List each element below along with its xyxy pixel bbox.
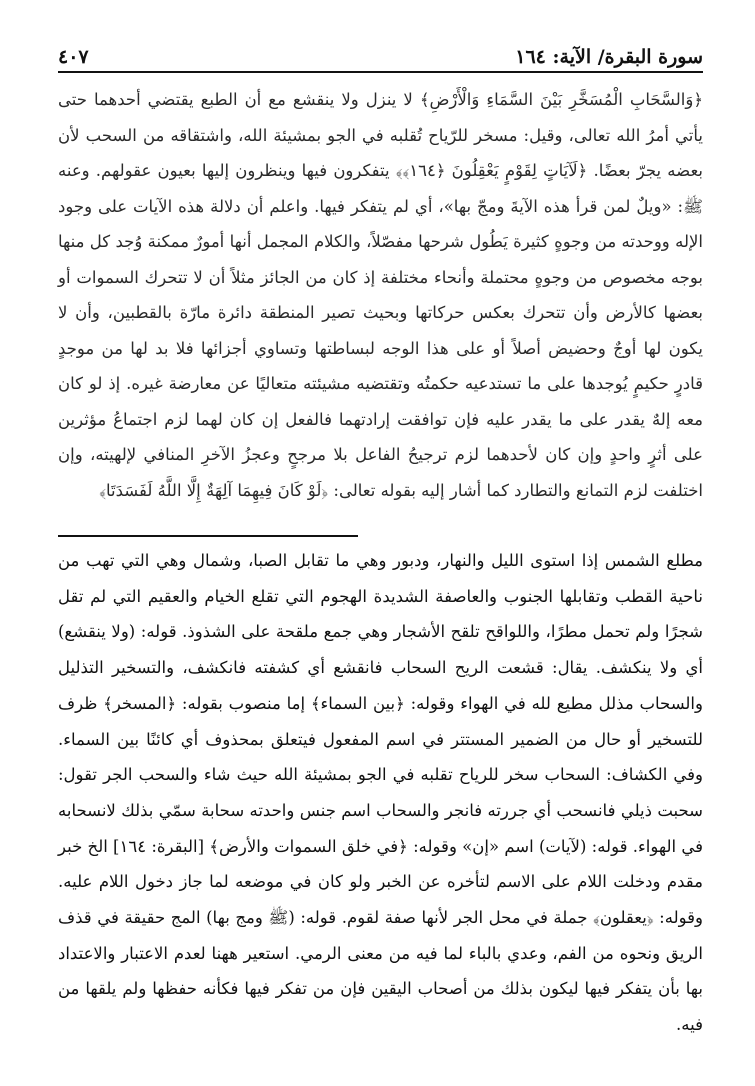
footnotes-block	[58, 543, 703, 1043]
commentary-text: ﴿وَالسَّحَابِ الْمُسَخَّرِ بَيْنَ السَّمَاءِ وَالْأَرْضِ﴾ لا ينزل ولا ينقشع مع أن الطبع يقتضي أحدهما حتى يأتي أمرُ الله تعالى، وقيل: مسخر للرّياح تُقلبه في الجو بمشيئة الله، واشتقاقه من السحب لأن بعضه يجرّ بعضًا. ﴿لَآيَاتٍ لِقَوْمٍ يَعْقِلُونَ ﴿١٦٤﴾﴾ يتفكرون فيها وينظرون إليها بعيون عقولهم. وعنه ﷺ: «ويلٌ لمن قرأ هذه الآيةَ ومجّ بها»، أي لم يتفكر فيها. واعلم أن دلالة هذه الآيات على وجود الإله ووحدته من وجوهٍ كثيرة يَطُول شرحها مفصّلاً، والكلام المجمل أنها أمورٌ ممكنة وُجد كل منها بوجه مخصوص من وجوهٍ محتملة وأنحاء مختلفة إذ كان من الجائز مثلاً أن لا تتحرك السموات أو بعضها كالأرض وأن تتحرك بعكس حركاتها وبحيث تصير المنطقة دائرة مارّة بالقطبين، وأن لا يكون لها أوجٌ وحضيض أصلاً أو على هذا الوجه لبساطتها وتساوي أجزائها فلا بد لها من موجدٍ قادرٍ حكيمٍ يُوجدها على ما تستدعيه حكمتُه وتقتضيه مشيئته متعاليًا عن معارضة غيره. إذ لو كان معه إلهٌ يقدر على ما يقدر عليه فإن توافقت إرادتهما فالفعل إن كان لهما لزم اجتماعُ مؤثرين على أثرٍ واحدٍ وإن كان لأحدهما لزم ترجيحُ الفاعل بلا مرجحٍ وعجزُ الآخرِ المنافي لإلهيته، وإن اختلفت لزم التمانع والتطارد كما أشار إليه بقوله تعالى: ﴿لَوْ كَانَ فِيهِمَا آلِهَةٌ إِلَّا اللَّهُ لَفَسَدَتَا﴾	[58, 90, 704, 500]
commentary-block	[58, 82, 703, 508]
footnotes-text: مطلع الشمس إذا استوى الليل والنهار، ودبور وهي ما تقابل الصبا، وشمال وهي التي تهب من ناحية القطب وتقابلها الجنوب والعاصفة الشديدة الهجوم التي تقلع الخيام والعقيم التي لم تقل شجرًا ولم تحمل مطرًا، واللواقح تلقح الأشجار وهي جمع ملقحة على الشذوذ. قوله: (ولا ينقشع) أي ولا ينكشف. يقال: قشعت الريح السحاب فانقشع أي كشفته فانكشف، والتسخير التذليل والسحاب مذلل مطيع لله في الهواء وقوله: ﴿بين السماء﴾ إما منصوب بقوله: ﴿المسخر﴾ ظرف للتسخير أو حال من الضمير المستتر في اسم المفعول فيتعلق بمحذوف أي كائنًا بين السماء. وفي الكشاف: السحاب سخر للرياح تقلبه في الجو بمشيئة الله حيث شاء والسحب الجر تقول: سحبت ذيلي فانسحب أي جررته فانجر والسحاب اسم جنس واحدته سحابة سمّي بذلك لانسحابه في الهواء. قوله: (لآيات) اسم «إن» وقوله: ﴿في خلق السموات والأرض﴾ [البقرة: ١٦٤] الخ خبر مقدم ودخلت اللام على الاسم لتأخره عن الخبر ولو كان في موضعه لما جاز دخول اللام عليه. وقوله: ﴿يعقلون﴾ جملة في محل الجر لأنها صفة لقوم. قوله: (ﷺ ومج بها) المج حقيقة في قذف الريق ونحوه من الفم، وعدي بالباء لما فيه من معنى الرمي. استعير ههنا لعدم الاعتبار والاعتداد بها بأن يتفكر فيها ليكون بذلك من أصحاب اليقين فإن من تفكر فيها فكأنه حفظها ولم يلقها من فيه.	[58, 551, 703, 1035]
page-number: ٤٠٧	[58, 46, 89, 68]
surah-title: سورة البقرة/ الآية: ١٦٤	[515, 46, 703, 68]
page-header	[58, 34, 703, 73]
footnote-divider	[58, 535, 358, 537]
